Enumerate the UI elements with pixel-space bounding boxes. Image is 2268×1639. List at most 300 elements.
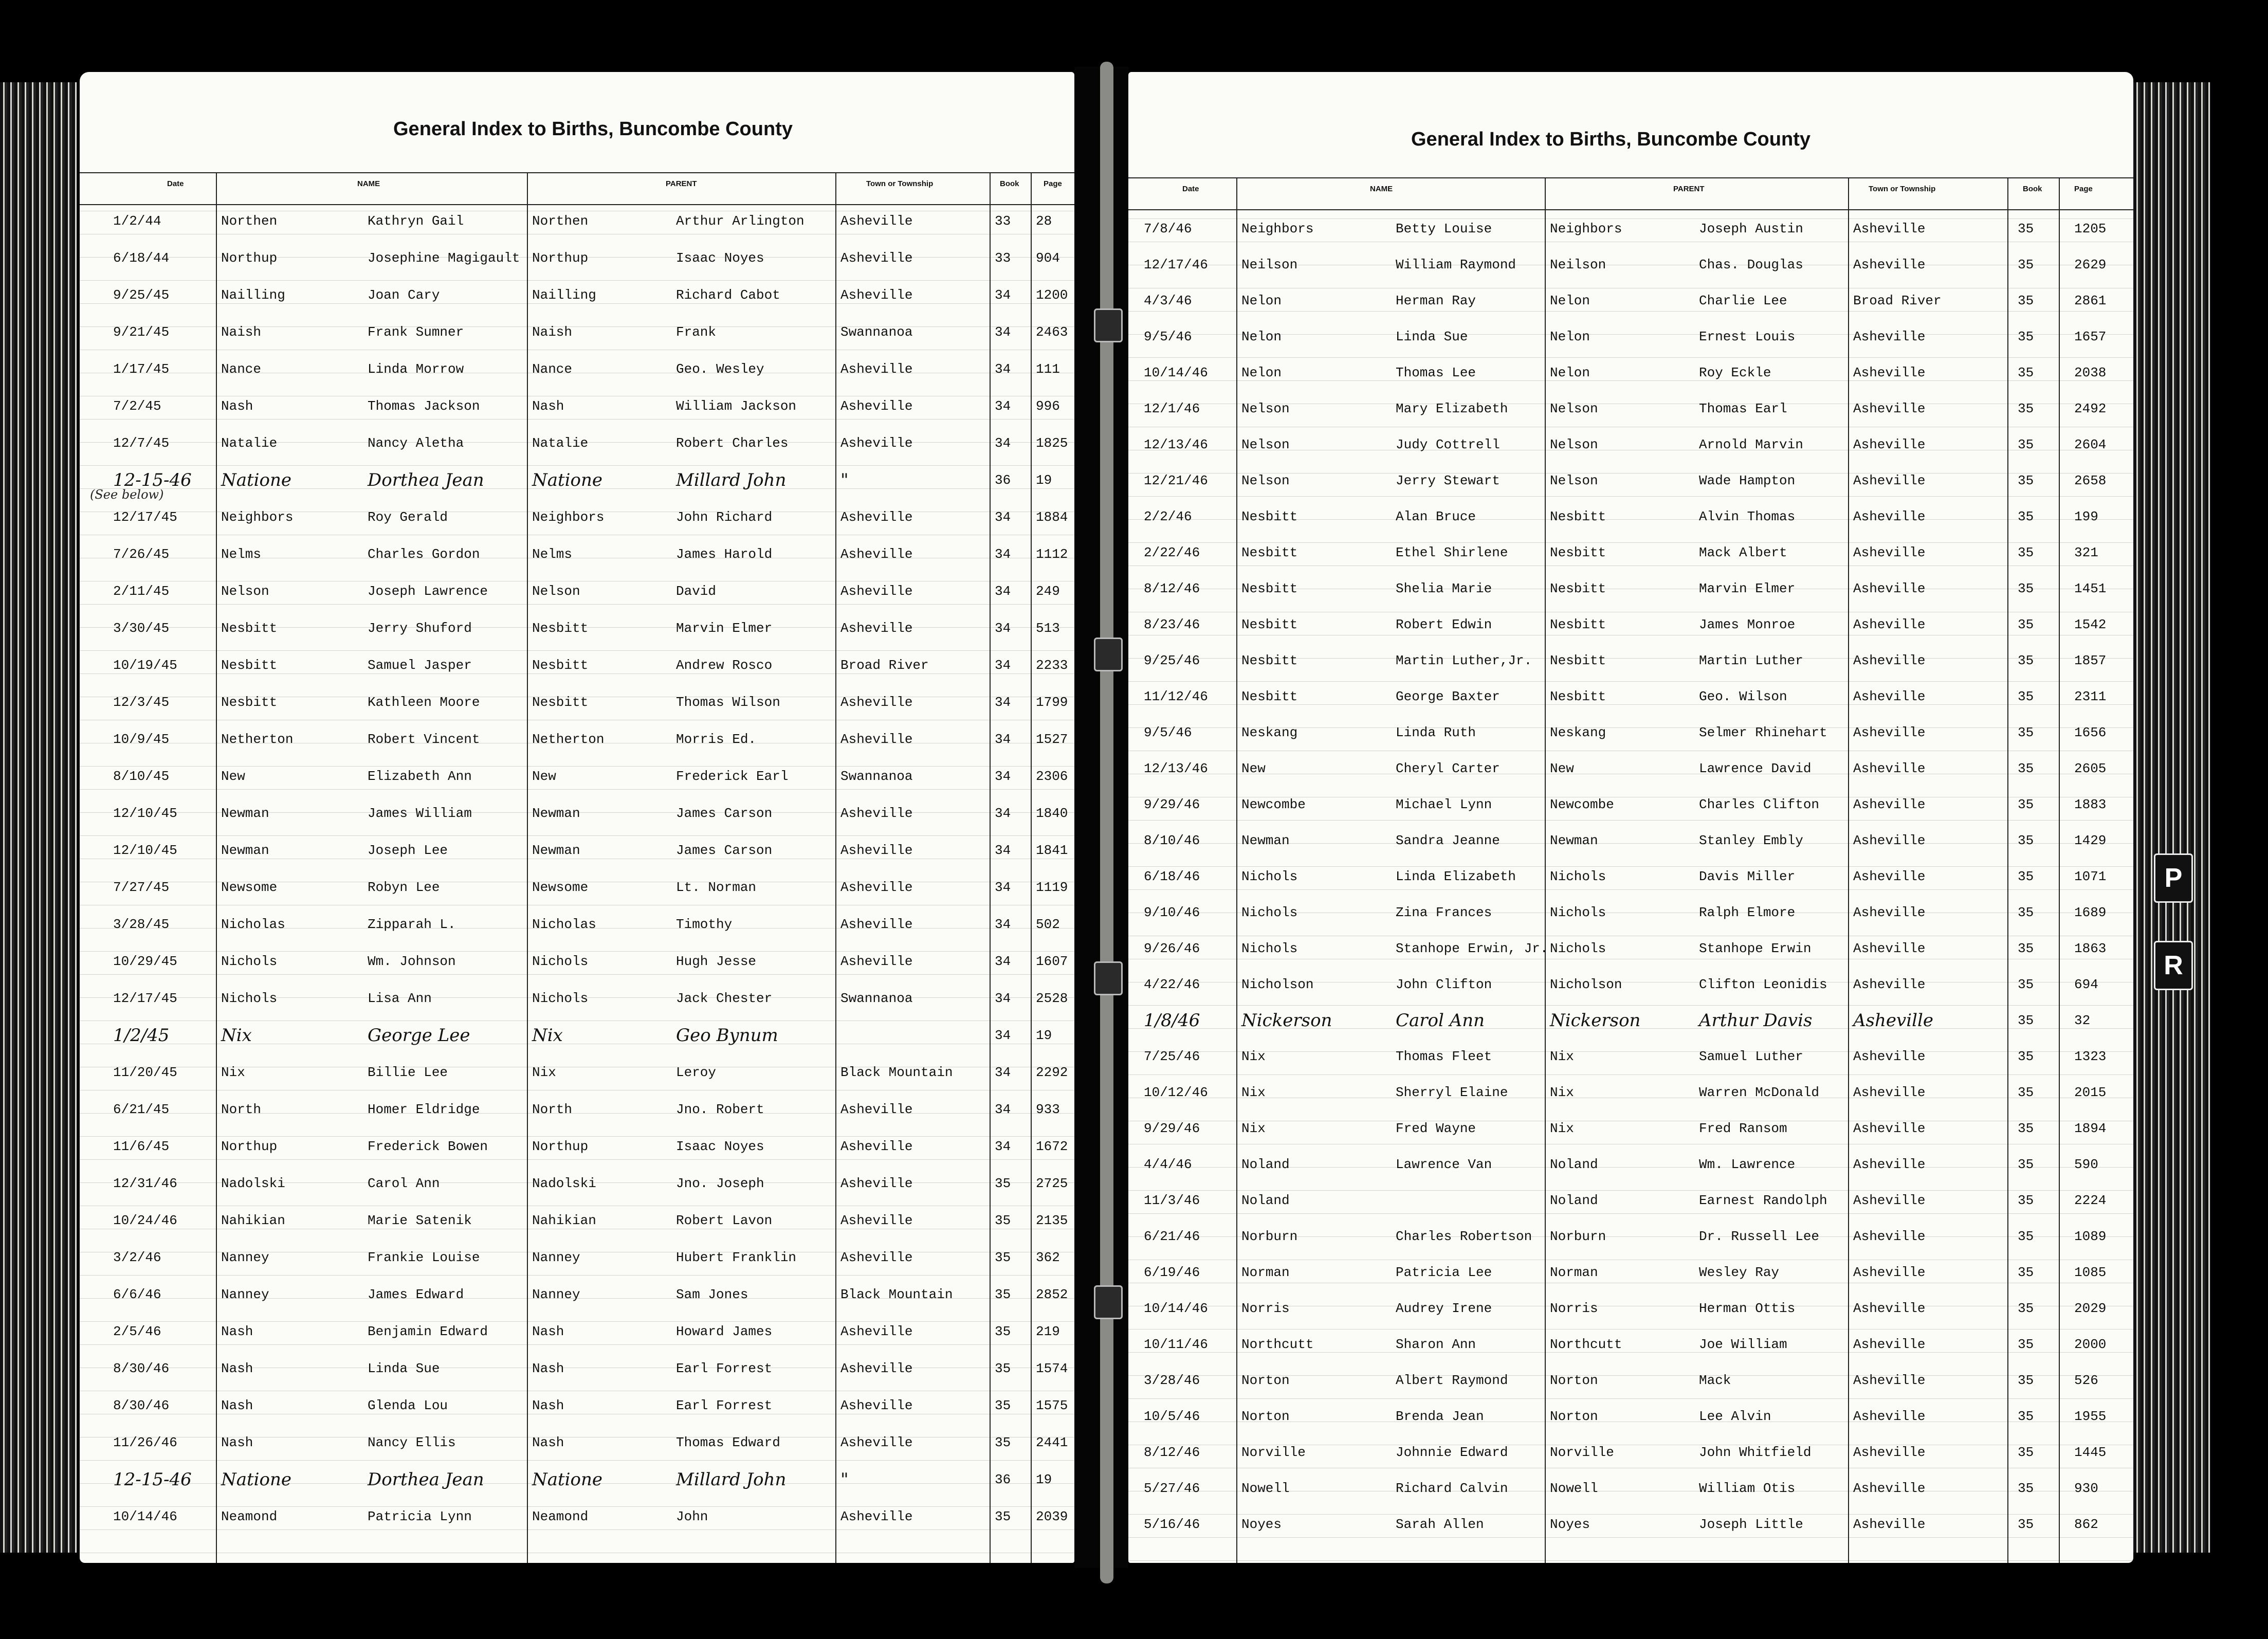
ledger-entry-row [1128,794,2133,815]
entry-psurname: Neskang [1550,725,1606,740]
index-tab-r[interactable]: R [2154,941,2193,990]
entry-given: Elizabeth Ann [368,769,472,784]
entry-town: Asheville [840,954,913,969]
entry-psurname: Nix [532,1065,556,1080]
entry-date: 1/2/44 [113,213,161,229]
entry-psurname: Netherton [532,732,605,747]
entry-date: 6/19/46 [1144,1265,1200,1280]
ledger-entry-row [1128,290,2133,311]
ruled-line [80,835,1074,836]
ledger-entry-row [80,544,1074,564]
entry-page: 1089 [2074,1229,2107,1244]
entry-book: 34 [995,584,1011,599]
entry-given: Shelia Marie [1396,581,1492,596]
ledger-entry-row [1128,830,2133,851]
binder-ring [1094,961,1123,995]
ledger-entry-row [80,359,1074,379]
entry-psurname: Nicholson [1550,977,1622,992]
entry-pgiven: Earl Forrest [676,1361,773,1376]
entry-surname: Natalie [221,435,278,451]
entry-surname: Nelms [221,547,262,562]
entry-page: 1542 [2074,617,2107,632]
entry-book: 33 [995,213,1011,229]
right-ledger-page [1128,72,2133,1563]
ruled-line [80,1275,1074,1276]
entry-date: 6/21/46 [1144,1229,1200,1244]
entry-psurname: Nadolski [532,1176,596,1191]
entry-surname: Northen [221,213,278,229]
entry-pgiven: James Monroe [1699,617,1796,632]
entry-given: Cheryl Carter [1396,761,1500,776]
entry-psurname: Nailling [532,287,596,303]
entry-page: 1200 [1036,287,1068,303]
entry-pgiven: Mack [1699,1373,1731,1388]
entry-page: 590 [2074,1157,2098,1172]
entry-pgiven: Selmer Rhinehart [1699,725,1827,740]
entry-page: 1445 [2074,1445,2107,1460]
entry-pgiven: John Richard [676,509,773,525]
entry-psurname: Nelson [532,584,580,599]
column-header-row [80,172,1074,205]
entry-surname: Nowell [1241,1481,1290,1496]
entry-town: Asheville [1853,1517,1926,1532]
entry-psurname: Nix [1550,1085,1574,1100]
entry-page: 1085 [2074,1265,2107,1280]
entry-surname: Nichols [221,991,278,1006]
entry-date: 10/9/45 [113,732,170,747]
entry-surname: Nesbitt [221,695,278,710]
entry-given: James William [368,806,472,821]
entry-given: Albert Raymond [1396,1373,1508,1388]
entry-date: 4/3/46 [1144,293,1192,308]
entry-pgiven: Joseph Austin [1699,221,1803,236]
col-name: NAME [1370,185,1393,193]
entry-book: 35 [995,1250,1011,1265]
column-header-row [1128,177,2133,210]
entry-page: 2000 [2074,1337,2107,1352]
entry-page: 1672 [1036,1139,1068,1154]
ledger-entry-row [1128,1298,2133,1319]
entry-pgiven: Lee Alvin [1699,1409,1771,1424]
entry-date: 8/12/46 [1144,581,1200,596]
ledger-entry-row [80,1395,1074,1416]
entry-surname: Neilson [1241,257,1298,272]
entry-psurname: Nelson [1550,437,1598,452]
entry-pgiven: Arnold Marvin [1699,437,1803,452]
entry-page: 2224 [2074,1193,2107,1208]
entry-psurname: Newman [532,806,580,821]
ledger-entry-row [80,433,1074,453]
entry-given: Sherryl Elaine [1396,1085,1508,1100]
entry-given: Billie Lee [368,1065,448,1080]
entry-page: 1884 [1036,509,1068,525]
entry-given: Zina Frances [1396,905,1492,920]
entry-surname: Nelson [1241,473,1290,488]
entry-date: 12/17/45 [113,509,177,525]
entry-pgiven: Geo. Wilson [1699,689,1787,704]
entry-town: Asheville [1853,257,1926,272]
ledger-entry-row [1128,1370,2133,1391]
entry-pgiven: Geo. Wesley [676,361,764,377]
entry-given: Charles Gordon [368,547,480,562]
col-page: Page [1044,179,1062,188]
entry-book: 35 [2018,1049,2034,1064]
entry-date: 8/10/45 [113,769,170,784]
entry-page: 1883 [2074,797,2107,812]
entry-town: Asheville [840,509,913,525]
entry-town: Asheville [1853,1265,1926,1280]
entry-given: Johnnie Edward [1396,1445,1508,1460]
ruled-line [80,604,1074,605]
entry-book: 34 [995,769,1011,784]
entry-surname: Newcombe [1241,797,1306,812]
entry-town: Asheville [840,621,913,636]
entry-date: 8/10/46 [1144,833,1200,848]
entry-pgiven: John [676,1509,708,1524]
entry-given: Linda Elizabeth [1396,869,1516,884]
entry-date: 12/17/46 [1144,257,1208,272]
entry-given: Jerry Shuford [368,621,472,636]
entry-page: 199 [2074,509,2098,524]
entry-town: Asheville [1853,941,1926,956]
entry-date: 12/31/46 [113,1176,177,1191]
entry-page: 219 [1036,1324,1060,1339]
entry-psurname: Neilson [1550,257,1606,272]
entry-surname: Nance [221,361,262,377]
ledger-entry-row [80,655,1074,676]
ledger-entry-row [80,1247,1074,1268]
entry-town: Asheville [1853,1085,1926,1100]
entry-town: Asheville [1853,365,1926,380]
entry-psurname: Natalie [532,435,589,451]
ledger-entry-row [80,618,1074,639]
entry-pgiven: Charlie Lee [1699,293,1787,308]
entry-date: 1/2/45 [113,1025,170,1046]
index-tab-p[interactable]: P [2154,853,2193,903]
entry-book: 35 [995,1213,1011,1228]
entry-date: 6/6/46 [113,1287,161,1302]
ledger-entry-row [80,1284,1074,1305]
entry-page: 2861 [2074,293,2107,308]
entry-given: George Baxter [1396,689,1500,704]
entry-psurname: Noyes [1550,1517,1590,1532]
entry-town: Black Mountain [840,1287,953,1302]
entry-pgiven: William Otis [1699,1481,1796,1496]
entry-page: 2852 [1036,1287,1068,1302]
entry-page: 1429 [2074,833,2107,848]
entry-page: 19 [1036,472,1052,488]
entry-town: Asheville [1853,689,1926,704]
entry-psurname: Newsome [532,880,589,895]
entry-page: 1071 [2074,869,2107,884]
entry-page: 694 [2074,977,2098,992]
entry-date: 10/12/46 [1144,1085,1208,1100]
entry-surname: New [1241,761,1266,776]
entry-psurname: New [532,769,556,784]
entry-surname: Nesbitt [221,621,278,636]
entry-pgiven: Dr. Russell Lee [1699,1229,1820,1244]
entry-page: 1451 [2074,581,2107,596]
entry-date: 4/4/46 [1144,1157,1192,1172]
col-town: Town or Township [866,179,934,188]
entry-pgiven: Frederick Earl [676,769,789,784]
entry-page: 362 [1036,1250,1060,1265]
entry-surname: Newman [1241,833,1290,848]
entry-town: " [840,470,849,490]
entry-date: 2/2/46 [1144,509,1192,524]
entry-page: 526 [2074,1373,2098,1388]
entry-pgiven: Jno. Robert [676,1102,764,1117]
entry-given: Samuel Jasper [368,658,472,673]
entry-book: 35 [2018,1337,2034,1352]
entry-book: 35 [2018,977,2034,992]
entry-psurname: Nelon [1550,365,1590,380]
entry-given: Betty Louise [1396,221,1492,236]
entry-pgiven: Thomas Edward [676,1435,780,1450]
entry-pgiven: Leroy [676,1065,717,1080]
entry-town: Asheville [1853,797,1926,812]
entry-town: " [840,1469,849,1490]
entry-pgiven: Thomas Earl [1699,401,1787,416]
entry-book: 35 [2018,725,2034,740]
ledger-entry-row [1128,1226,2133,1247]
entry-book: 35 [2018,473,2034,488]
entry-town: Asheville [840,1435,913,1450]
ledger-entry-row [1128,1010,2133,1031]
entry-pgiven: Wade Hampton [1699,473,1796,488]
entry-page: 1574 [1036,1361,1068,1376]
ruled-line [80,789,1074,790]
margin-note: (See below) [90,487,164,502]
entry-date: 10/19/45 [113,658,177,673]
entry-psurname: Naish [532,324,573,340]
entry-surname: Nelon [1241,293,1282,308]
entry-page: 32 [2074,1013,2091,1028]
entry-page: 1575 [1036,1398,1068,1413]
ledger-entry-row [80,877,1074,898]
entry-surname: Norton [1241,1373,1290,1388]
entry-given: Fred Wayne [1396,1121,1476,1136]
entry-book: 35 [2018,509,2034,524]
entry-town: Asheville [1853,761,1926,776]
entry-page: 1689 [2074,905,2107,920]
entry-date: 11/20/45 [113,1065,177,1080]
entry-given: Carol Ann [368,1176,440,1191]
entry-pgiven: Warren McDonald [1699,1085,1820,1100]
entry-given: Dorthea Jean [368,470,484,490]
entry-town: Asheville [1853,977,1926,992]
entry-town: Asheville [1853,1409,1926,1424]
entry-book: 34 [995,1102,1011,1117]
entry-psurname: Nelson [1550,473,1598,488]
entry-pgiven: Samuel Luther [1699,1049,1803,1064]
entry-surname: Naish [221,324,262,340]
entry-surname: Nix [1241,1049,1266,1064]
entry-date: 3/30/45 [113,621,170,636]
entry-date: 7/26/45 [113,547,170,562]
entry-pgiven: Sam Jones [676,1287,748,1302]
entry-pgiven: Lawrence David [1699,761,1812,776]
entry-town: Asheville [1853,725,1926,740]
ledger-entry-row [1128,1082,2133,1103]
entry-book: 34 [995,806,1011,821]
col-book: Book [2023,185,2042,193]
ledger-entry-row [80,470,1074,490]
entry-psurname: Nanney [532,1250,580,1265]
entry-surname: Noland [1241,1157,1290,1172]
entry-date: 2/22/46 [1144,545,1200,560]
entry-date: 4/22/46 [1144,977,1200,992]
ledger-entry-row [1128,614,2133,635]
entry-town: Asheville [840,1509,913,1524]
ledger-entry-row [80,1321,1074,1342]
ledger-entry-row [1128,578,2133,599]
entry-surname: Nesbitt [1241,653,1298,668]
entry-pgiven: James Carson [676,843,773,858]
entry-book: 35 [995,1287,1011,1302]
entry-pgiven: Richard Cabot [676,287,780,303]
entry-pgiven: Robert Charles [676,435,789,451]
entry-surname: Noyes [1241,1517,1282,1532]
entry-surname: Norburn [1241,1229,1298,1244]
ledger-entry-row [80,396,1074,416]
entry-given: Richard Calvin [1396,1481,1508,1496]
entry-psurname: Nash [532,1324,564,1339]
entry-book: 34 [995,954,1011,969]
ruled-line [1128,496,2133,497]
entry-pgiven: Fred Ransom [1699,1121,1787,1136]
ledger-entry-row [80,803,1074,824]
entry-book: 35 [2018,797,2034,812]
entry-surname: Nesbitt [1241,617,1298,632]
ruled-line [80,465,1074,466]
col-parent: PARENT [666,179,697,188]
entry-psurname: Nanney [532,1287,580,1302]
entry-psurname: Nelms [532,547,573,562]
entry-date: 12-15-46 [113,1469,192,1490]
entry-book: 34 [995,287,1011,303]
entry-given: Linda Morrow [368,361,464,377]
entry-date: 7/27/45 [113,880,170,895]
entry-given: Thomas Lee [1396,365,1476,380]
entry-page: 930 [2074,1481,2098,1496]
entry-date: 12/1/46 [1144,401,1200,416]
entry-town: Asheville [1853,545,1926,560]
entry-surname: Newman [221,806,269,821]
entry-town: Broad River [1853,293,1942,308]
entry-date: 5/27/46 [1144,1481,1200,1496]
entry-pgiven: Thomas Wilson [676,695,780,710]
entry-pgiven: Jno. Joseph [676,1176,764,1191]
entry-surname: Nesbitt [1241,689,1298,704]
entry-date: 10/29/45 [113,954,177,969]
entry-given: Herman Ray [1396,293,1476,308]
entry-surname: Neighbors [1241,221,1314,236]
entry-given: John Clifton [1396,977,1492,992]
entry-given: Linda Sue [368,1361,440,1376]
column-divider [216,172,217,1563]
entry-pgiven: Arthur Arlington [676,213,804,229]
entry-psurname: Nash [532,1398,564,1413]
ledger-entry-row [80,322,1074,342]
entry-psurname: Nicholas [532,917,596,932]
entry-page: 1841 [1036,843,1068,858]
ledger-entry-row [80,285,1074,305]
entry-pgiven: Andrew Rosco [676,658,773,673]
ledger-entry-row [1128,326,2133,347]
ledger-entry-row [1128,362,2133,383]
entry-surname: Norman [1241,1265,1290,1280]
entry-town: Asheville [1853,509,1926,524]
entry-given: Audrey Irene [1396,1301,1492,1316]
col-date: Date [167,179,184,188]
entry-psurname: Nelon [1550,329,1590,344]
entry-date: 9/10/46 [1144,905,1200,920]
entry-given: Dorthea Jean [368,1469,484,1490]
entry-surname: Nash [221,1361,253,1376]
entry-psurname: Nesbitt [1550,509,1606,524]
entry-page: 19 [1036,1028,1052,1043]
entry-town: Asheville [1853,1337,1926,1352]
entry-psurname: Northup [532,1139,589,1154]
entry-page: 321 [2074,545,2098,560]
ledger-entry-row [80,988,1074,1009]
entry-psurname: Norris [1550,1301,1598,1316]
entry-town: Asheville [1853,833,1926,848]
entry-town: Swannanoa [840,769,913,784]
entry-page: 2528 [1036,991,1068,1006]
ledger-entry-row [1128,1334,2133,1355]
entry-psurname: Nesbitt [1550,581,1606,596]
entry-town: Asheville [840,1139,913,1154]
entry-psurname: Nix [532,1025,563,1046]
entry-pgiven: Wm. Lawrence [1699,1157,1796,1172]
entry-date: 8/23/46 [1144,617,1200,632]
entry-page: 2463 [1036,324,1068,340]
entry-given: Robyn Lee [368,880,440,895]
entry-pgiven: Jack Chester [676,991,773,1006]
ruled-line [80,974,1074,975]
ruled-line [80,419,1074,420]
col-town: Town or Township [1869,185,1936,193]
entry-town: Asheville [840,584,913,599]
entry-town: Asheville [1853,1049,1926,1064]
ledger-entry-row [80,729,1074,750]
entry-book: 35 [2018,329,2034,344]
ruled-line [80,280,1074,281]
entry-date: 11/26/46 [113,1435,177,1450]
entry-psurname: Nesbitt [532,621,589,636]
entry-page: 111 [1036,361,1060,377]
entry-book: 33 [995,250,1011,266]
entry-pgiven: David [676,584,717,599]
entry-pgiven: Frank [676,324,717,340]
ledger-entry-row [80,1432,1074,1453]
entry-page: 2725 [1036,1176,1068,1191]
entry-date: 9/5/46 [1144,329,1192,344]
entry-town: Swannanoa [840,324,913,340]
entry-surname: Nash [221,1435,253,1450]
entry-pgiven: Ernest Louis [1699,329,1796,344]
entry-town: Asheville [840,547,913,562]
entry-town: Asheville [840,213,913,229]
entry-town: Asheville [840,435,913,451]
entry-town: Asheville [840,695,913,710]
entry-town: Asheville [1853,329,1926,344]
entry-date: 9/26/46 [1144,941,1200,956]
entry-date: 9/29/46 [1144,797,1200,812]
entry-pgiven: Chas. Douglas [1699,257,1803,272]
